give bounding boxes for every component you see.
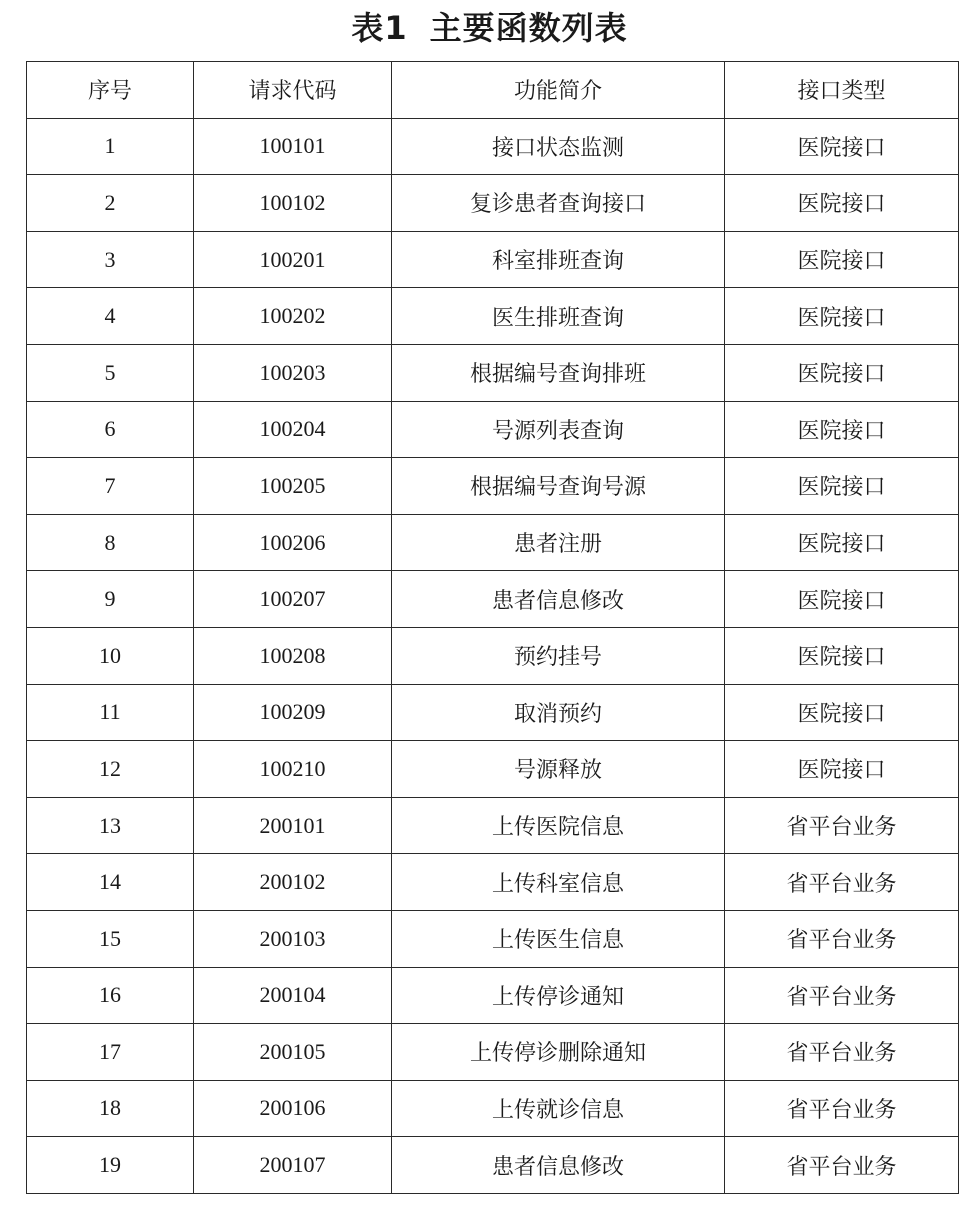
cell-interface-type: 医院接口 xyxy=(725,175,959,232)
cell-interface-type: 医院接口 xyxy=(725,231,959,288)
cell-index: 6 xyxy=(27,401,194,458)
cell-index: 15 xyxy=(27,910,194,967)
table-caption xyxy=(0,6,979,50)
cell-request-code: 200107 xyxy=(194,1137,392,1194)
cell-request-code: 100207 xyxy=(194,571,392,628)
cell-index: 18 xyxy=(27,1080,194,1137)
cell-function-summary: 预约挂号 xyxy=(392,627,725,684)
cell-request-code: 100210 xyxy=(194,741,392,798)
table-number: 表1 xyxy=(351,9,408,47)
cell-function-summary: 号源释放 xyxy=(392,741,725,798)
cell-index: 2 xyxy=(27,175,194,232)
header-request-code: 请求代码 xyxy=(194,62,392,119)
cell-index: 4 xyxy=(27,288,194,345)
cell-function-summary: 患者注册 xyxy=(392,514,725,571)
cell-function-summary: 患者信息修改 xyxy=(392,1137,725,1194)
cell-interface-type: 省平台业务 xyxy=(725,1137,959,1194)
cell-index: 14 xyxy=(27,854,194,911)
cell-index: 3 xyxy=(27,231,194,288)
cell-index: 8 xyxy=(27,514,194,571)
cell-interface-type: 医院接口 xyxy=(725,684,959,741)
header-index: 序号 xyxy=(27,62,194,119)
table-header-row xyxy=(27,62,959,119)
table-row xyxy=(27,741,959,798)
table-row xyxy=(27,231,959,288)
table-row xyxy=(27,514,959,571)
table-row xyxy=(27,571,959,628)
cell-function-summary: 根据编号查询排班 xyxy=(392,344,725,401)
table-row xyxy=(27,344,959,401)
cell-index: 5 xyxy=(27,344,194,401)
table-row xyxy=(27,458,959,515)
cell-index: 16 xyxy=(27,967,194,1024)
cell-function-summary: 取消预约 xyxy=(392,684,725,741)
cell-index: 17 xyxy=(27,1024,194,1081)
cell-interface-type: 省平台业务 xyxy=(725,1080,959,1137)
cell-request-code: 200104 xyxy=(194,967,392,1024)
cell-interface-type: 医院接口 xyxy=(725,118,959,175)
cell-interface-type: 省平台业务 xyxy=(725,797,959,854)
table-row xyxy=(27,797,959,854)
cell-function-summary: 上传医院信息 xyxy=(392,797,725,854)
table-row xyxy=(27,854,959,911)
cell-request-code: 100204 xyxy=(194,401,392,458)
table-title: 主要函数列表 xyxy=(429,9,628,47)
cell-function-summary: 科室排班查询 xyxy=(392,231,725,288)
cell-index: 1 xyxy=(27,118,194,175)
cell-function-summary: 号源列表查询 xyxy=(392,401,725,458)
cell-request-code: 100102 xyxy=(194,175,392,232)
table-row xyxy=(27,1080,959,1137)
cell-request-code: 100208 xyxy=(194,627,392,684)
cell-interface-type: 医院接口 xyxy=(725,288,959,345)
cell-interface-type: 省平台业务 xyxy=(725,910,959,967)
table-row xyxy=(27,967,959,1024)
cell-request-code: 100202 xyxy=(194,288,392,345)
cell-request-code: 200101 xyxy=(194,797,392,854)
cell-interface-type: 医院接口 xyxy=(725,344,959,401)
cell-request-code: 200102 xyxy=(194,854,392,911)
cell-interface-type: 医院接口 xyxy=(725,741,959,798)
table-row xyxy=(27,118,959,175)
table-row xyxy=(27,288,959,345)
cell-function-summary: 接口状态监测 xyxy=(392,118,725,175)
cell-function-summary: 上传停诊删除通知 xyxy=(392,1024,725,1081)
cell-index: 13 xyxy=(27,797,194,854)
cell-index: 19 xyxy=(27,1137,194,1194)
cell-function-summary: 根据编号查询号源 xyxy=(392,458,725,515)
cell-request-code: 100206 xyxy=(194,514,392,571)
table-row xyxy=(27,1024,959,1081)
cell-request-code: 100203 xyxy=(194,344,392,401)
table-row xyxy=(27,627,959,684)
table-row xyxy=(27,1137,959,1194)
table-row xyxy=(27,175,959,232)
cell-request-code: 200106 xyxy=(194,1080,392,1137)
cell-request-code: 200103 xyxy=(194,910,392,967)
cell-function-summary: 上传就诊信息 xyxy=(392,1080,725,1137)
cell-request-code: 200105 xyxy=(194,1024,392,1081)
cell-function-summary: 上传停诊通知 xyxy=(392,967,725,1024)
table-row xyxy=(27,910,959,967)
cell-index: 12 xyxy=(27,741,194,798)
cell-index: 7 xyxy=(27,458,194,515)
cell-interface-type: 省平台业务 xyxy=(725,967,959,1024)
cell-request-code: 100205 xyxy=(194,458,392,515)
cell-index: 10 xyxy=(27,627,194,684)
cell-request-code: 100209 xyxy=(194,684,392,741)
cell-index: 11 xyxy=(27,684,194,741)
cell-function-summary: 复诊患者查询接口 xyxy=(392,175,725,232)
cell-interface-type: 省平台业务 xyxy=(725,854,959,911)
header-interface-type: 接口类型 xyxy=(725,62,959,119)
cell-interface-type: 省平台业务 xyxy=(725,1024,959,1081)
header-function-summary: 功能简介 xyxy=(392,62,725,119)
cell-function-summary: 医生排班查询 xyxy=(392,288,725,345)
table-row xyxy=(27,684,959,741)
cell-function-summary: 上传医生信息 xyxy=(392,910,725,967)
cell-interface-type: 医院接口 xyxy=(725,458,959,515)
cell-request-code: 100101 xyxy=(194,118,392,175)
cell-function-summary: 上传科室信息 xyxy=(392,854,725,911)
cell-index: 9 xyxy=(27,571,194,628)
cell-interface-type: 医院接口 xyxy=(725,571,959,628)
table-row xyxy=(27,401,959,458)
cell-interface-type: 医院接口 xyxy=(725,514,959,571)
cell-function-summary: 患者信息修改 xyxy=(392,571,725,628)
cell-interface-type: 医院接口 xyxy=(725,401,959,458)
cell-request-code: 100201 xyxy=(194,231,392,288)
cell-interface-type: 医院接口 xyxy=(725,627,959,684)
table-body xyxy=(27,118,959,1193)
function-table xyxy=(26,61,959,1194)
